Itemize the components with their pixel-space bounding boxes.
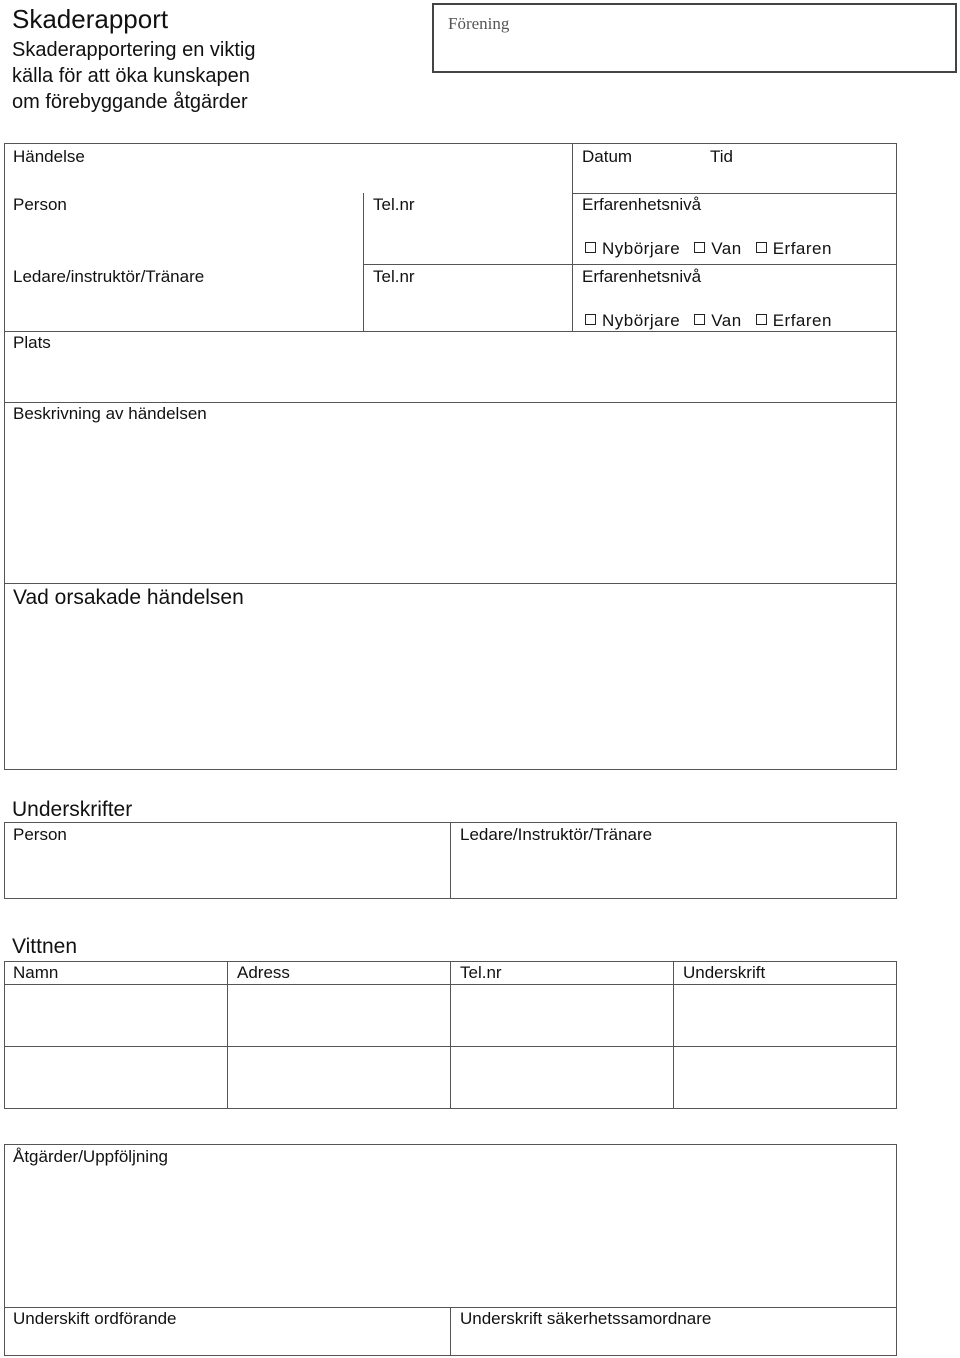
checkbox-icon[interactable] xyxy=(756,314,767,325)
option-nyborjare-2[interactable]: Nybörjare xyxy=(585,311,680,330)
checkbox-icon[interactable] xyxy=(694,242,705,253)
checkbox-icon[interactable] xyxy=(585,242,596,253)
witnesses-heading: Vittnen xyxy=(12,935,77,958)
orsak-label: Vad orsakade händelsen xyxy=(13,586,244,609)
option-nyborjare-1[interactable]: Nybörjare xyxy=(585,239,680,258)
subtitle-line-1: Skaderapportering en viktig xyxy=(12,39,256,61)
person-experience-options xyxy=(585,239,846,259)
subtitle-line-2: källa för att öka kunskapen xyxy=(12,65,250,87)
witness-col-underskrift: Underskrift xyxy=(683,963,766,982)
sign-safety-label: Underskrift säkerhetssamordnare xyxy=(460,1309,712,1328)
signature-ledare-label: Ledare/Instruktör/Tränare xyxy=(460,825,653,844)
ledare-label: Ledare/instruktör/Tränare xyxy=(13,267,205,286)
tid-label: Tid xyxy=(710,147,733,166)
actions-heading: Åtgärder/Uppföljning xyxy=(13,1147,168,1166)
checkbox-icon[interactable] xyxy=(756,242,767,253)
signatures-heading: Underskrifter xyxy=(12,798,133,821)
witness-col-adress: Adress xyxy=(237,963,290,982)
forening-field[interactable] xyxy=(432,3,957,73)
ledare-experience-options xyxy=(585,311,846,331)
ledare-telnr-label: Tel.nr xyxy=(373,267,415,286)
ledare-erfarenhet-label: Erfarenhetsnivå xyxy=(582,267,702,286)
option-van-2[interactable]: Van xyxy=(694,311,742,330)
beskrivning-label: Beskrivning av händelsen xyxy=(13,404,207,423)
witness-col-telnr: Tel.nr xyxy=(460,963,502,982)
handelse-label: Händelse xyxy=(13,147,85,166)
incident-form xyxy=(4,143,897,770)
option-van-1[interactable]: Van xyxy=(694,239,742,258)
datum-label: Datum xyxy=(582,147,633,166)
plats-label: Plats xyxy=(13,333,51,352)
page-title: Skaderapport xyxy=(12,4,169,34)
option-erfaren-1[interactable]: Erfaren xyxy=(756,239,832,258)
signature-person-label: Person xyxy=(13,825,67,844)
checkbox-icon[interactable] xyxy=(585,314,596,325)
forening-label: Förening xyxy=(448,14,510,33)
person-erfarenhet-label: Erfarenhetsnivå xyxy=(582,195,702,214)
witness-col-namn: Namn xyxy=(13,963,59,982)
checkbox-icon[interactable] xyxy=(694,314,705,325)
person-telnr-label: Tel.nr xyxy=(373,195,415,214)
option-erfaren-2[interactable]: Erfaren xyxy=(756,311,832,330)
sign-chair-label: Underskift ordförande xyxy=(13,1309,177,1328)
subtitle-line-3: om förebyggande åtgärder xyxy=(12,91,248,113)
person-label: Person xyxy=(13,195,67,214)
